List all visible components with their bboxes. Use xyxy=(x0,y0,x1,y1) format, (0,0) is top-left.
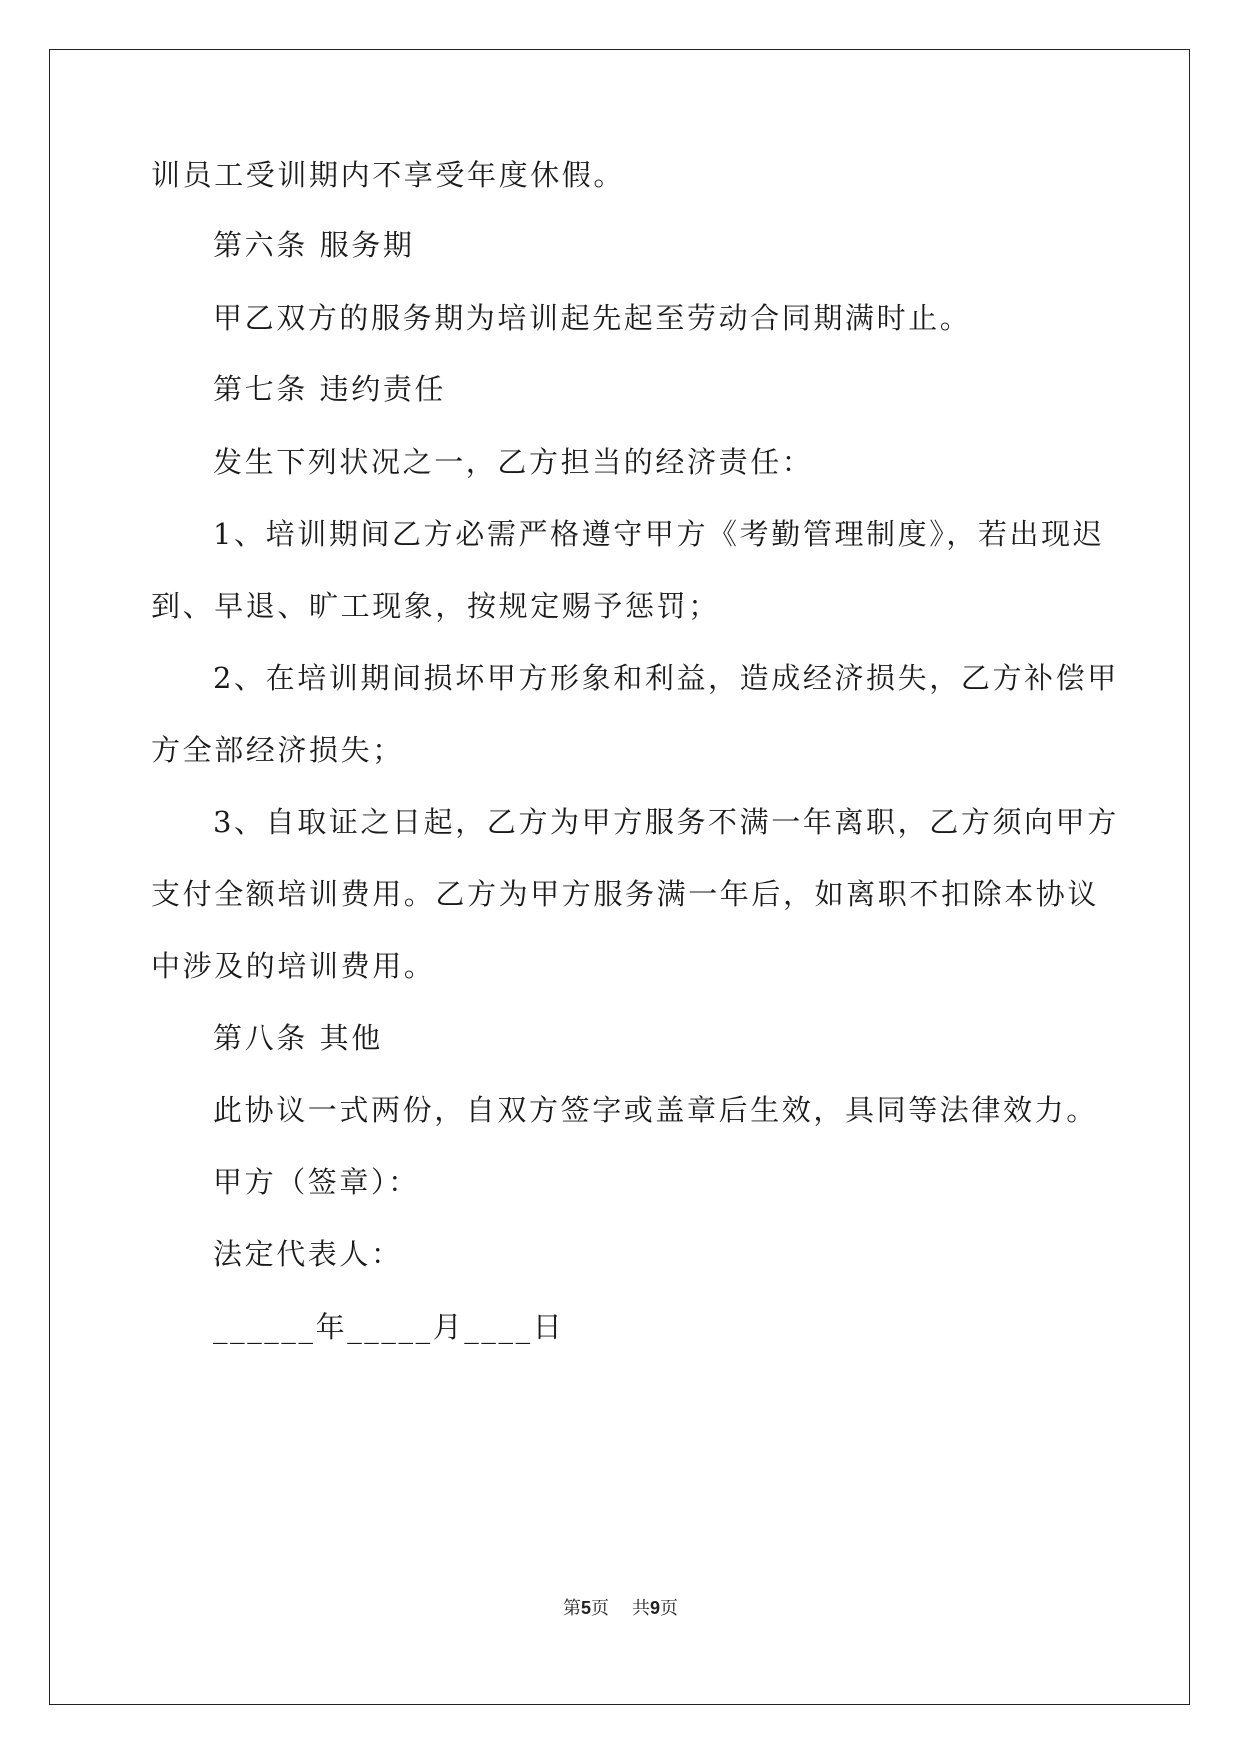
text-line: 训员工受训期内不享受年度休假。 xyxy=(151,158,626,192)
text-line: 方全部经济损失； xyxy=(151,733,404,767)
text-line: 3、自取证之日起，乙方为甲方服务不满一年离职，乙方须向甲方 xyxy=(213,805,1119,839)
footer-total-prefix: 共 xyxy=(631,1598,650,1619)
footer-prefix: 第 xyxy=(563,1598,582,1619)
current-page-number: 5 xyxy=(581,1598,592,1618)
footer-total-suffix: 页 xyxy=(659,1598,678,1619)
text-line: 甲乙双方的服务期为培训起先起至劳动合同期满时止。 xyxy=(213,301,972,335)
text-line: 2、在培训期间损坏甲方形象和利益，造成经济损失，乙方补偿甲 xyxy=(213,661,1119,695)
text-line: 发生下列状况之一，乙方担当的经济责任： xyxy=(213,445,814,479)
total-pages-number: 9 xyxy=(649,1598,660,1618)
text-line: 到、早退、旷工现象，按规定赐予惩罚； xyxy=(151,589,720,623)
text-line: 此协议一式两份，自双方签字或盖章后生效，具同等法律效力。 xyxy=(213,1093,1098,1127)
text-line: 支付全额培训费用。乙方为甲方服务满一年后，如离职不扣除本协议 xyxy=(151,877,1100,911)
signature-party-a: 甲方（签章）： xyxy=(213,1165,420,1199)
section-heading-6: 第六条 服务期 xyxy=(213,228,415,262)
legal-representative: 法定代表人： xyxy=(213,1237,403,1271)
section-heading-8: 第八条 其他 xyxy=(213,1021,383,1055)
text-line: 1、培训期间乙方必需严格遵守甲方《考勤管理制度》，若出现迟 xyxy=(213,517,1105,551)
date-line: ______年_____月____日 xyxy=(213,1310,565,1344)
text-line: 中涉及的培训费用。 xyxy=(151,949,436,983)
footer-page-suffix: 页 xyxy=(591,1598,610,1619)
page-footer xyxy=(0,1596,1241,1621)
section-heading-7: 第七条 违约责任 xyxy=(213,372,447,406)
